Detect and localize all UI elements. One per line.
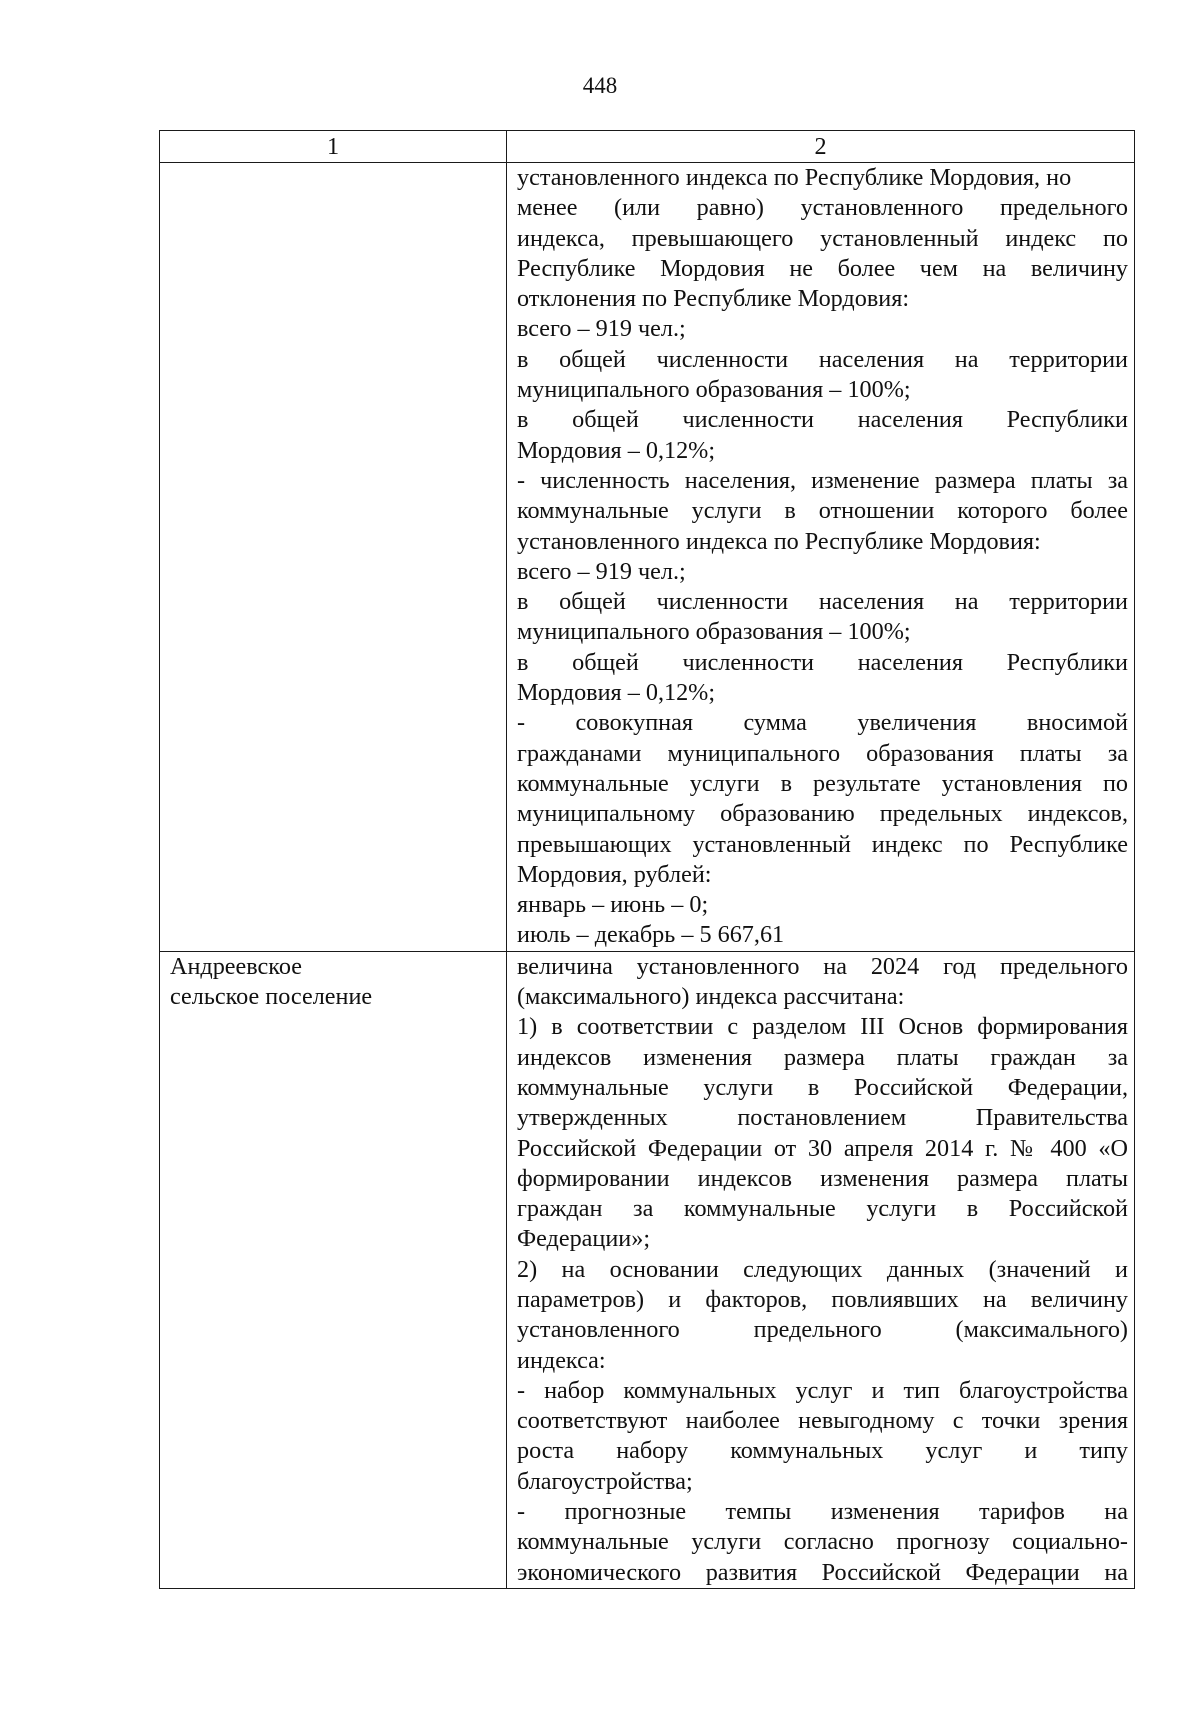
description-line: коммунальные услуги в Российской Федерации, xyxy=(517,1073,1128,1101)
description-line: коммунальные услуги в результате установления по xyxy=(517,769,1128,797)
description-line: муниципального образования – 100%; xyxy=(517,618,911,646)
description-line: Федерации»; xyxy=(517,1225,651,1253)
description-line: отклонения по Республике Мордовия: xyxy=(517,285,910,313)
table-row xyxy=(160,163,1135,952)
description-line: утвержденных постановлением Правительства xyxy=(517,1104,1128,1132)
table-header-row xyxy=(160,131,1135,163)
description-line: муниципальному образованию предельных индексов, xyxy=(517,800,1128,828)
description-line: установленного индекса по Республике Мордовия: xyxy=(517,527,1041,555)
description-line: - совокупная сумма увеличения вносимой xyxy=(517,709,1128,737)
column-header-2: 2 xyxy=(507,131,1135,163)
description-line: июль – декабрь – 5 667,61 xyxy=(517,921,785,949)
description-line: Мордовия, рублей: xyxy=(517,860,712,888)
description-line: в общей численности населения на территории xyxy=(517,345,1128,373)
description-line: Мордовия – 0,12%; xyxy=(517,679,716,707)
description-line: в общей численности населения Республики xyxy=(517,406,1128,434)
description-line: формировании индексов изменения размера платы xyxy=(517,1164,1128,1192)
description-line: соответствуют наиболее невыгодному с точки зрения xyxy=(517,1407,1128,1435)
municipality-cell xyxy=(160,951,507,1588)
description-line: превышающих установленный индекс по Республике xyxy=(517,830,1128,858)
municipality-cell xyxy=(160,163,507,952)
description-line: граждан за коммунальные услуги в Российской xyxy=(517,1195,1128,1223)
description-line: муниципального образования – 100%; xyxy=(517,376,911,404)
description-line: гражданами муниципального образования платы за xyxy=(517,739,1128,767)
description-line: благоустройства; xyxy=(517,1467,693,1495)
description-line: всего – 919 чел.; xyxy=(517,557,686,585)
description-line: в общей численности населения Республики xyxy=(517,648,1128,676)
page-number: 448 xyxy=(582,73,618,98)
description-line: - набор коммунальных услуг и тип благоустройства xyxy=(517,1376,1128,1404)
description-line: установленного индекса по Республике Мордовия, но xyxy=(517,164,1072,191)
description-line: - прогнозные темпы изменения тарифов на xyxy=(517,1498,1128,1526)
description-cell xyxy=(507,163,1135,952)
description-line: 2) на основании следующих данных (значений и xyxy=(517,1255,1128,1283)
description-line: параметров) и факторов, повлиявших на величину xyxy=(517,1285,1128,1313)
description-line: в общей численности населения на территории xyxy=(517,588,1128,616)
description-line: коммунальные услуги согласно прогнозу социально- xyxy=(517,1528,1128,1556)
description-line: индексов изменения размера платы граждан за xyxy=(517,1043,1128,1071)
column-header-1: 1 xyxy=(160,131,507,163)
description-line: (максимального) индекса рассчитана: xyxy=(517,983,905,1011)
description-line: Мордовия – 0,12%; xyxy=(517,436,716,464)
description-line: менее (или равно) установленного предельного xyxy=(517,194,1128,222)
description-cell xyxy=(507,951,1135,1588)
description-line: индекса: xyxy=(517,1346,606,1374)
municipality-name-line: сельское поселение xyxy=(170,983,373,1011)
description-line: январь – июнь – 0; xyxy=(517,891,709,919)
description-line: экономического развития Российской Федерации на xyxy=(517,1558,1128,1586)
document-table xyxy=(159,130,1135,1589)
description-line: установленного предельного (максимального) xyxy=(517,1316,1128,1344)
municipality-name-line: Андреевское xyxy=(170,952,302,980)
description-line: Российской Федерации от 30 апреля 2014 г. № 400 «О xyxy=(517,1134,1128,1162)
description-line: коммунальные услуги в отношении которого более xyxy=(517,497,1128,525)
description-line: Республике Мордовия не более чем на величину xyxy=(517,254,1128,282)
description-line: роста набору коммунальных услуг и типу xyxy=(517,1437,1128,1465)
description-line: индекса, превышающего установленный индекс по xyxy=(517,224,1128,252)
description-line: величина установленного на 2024 год предельного xyxy=(517,952,1128,980)
description-line: - численность населения, изменение размера платы за xyxy=(517,466,1128,494)
table-row xyxy=(160,951,1135,1588)
description-line: всего – 919 чел.; xyxy=(517,315,686,343)
description-line: 1) в соответствии с разделом III Основ формирования xyxy=(517,1013,1128,1041)
